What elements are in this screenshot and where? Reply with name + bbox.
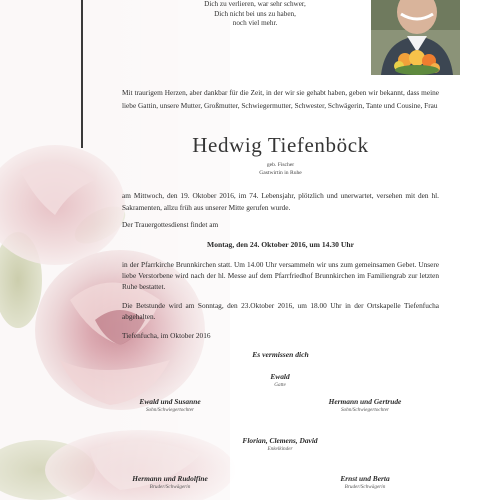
mourner-entry xyxy=(110,397,230,413)
mourner-relation: Sohn/Schwiegertochter xyxy=(145,407,195,413)
poem xyxy=(150,0,360,29)
mourner-entry xyxy=(230,372,330,388)
occupation: Gastwirtin in Ruhe xyxy=(259,170,302,176)
intro-text: Mit traurigem Herzen, aber dankbar für die Zeit, in der wir sie gehabt haben, geben wir bekannt, dass meine liebe Gattin, unsere Mutter, Großmutter, Schwiegermutter, Schwester, Schwägerin, Tante und Cousine, Frau xyxy=(122,88,439,110)
service-date: Montag, den 24. Oktober 2016, um 14.30 Uhr xyxy=(207,240,354,249)
place-date: Tiefenfucha, im Oktober 2016 xyxy=(122,331,211,340)
mourner-names: Hermann und Rudolfine xyxy=(132,474,208,483)
prayer-notice: Die Betstunde wird am Sonntag, den 23.Oktober 2016, um 18.00 Uhr in der Ortskapelle Tiefenfucha abgehalten. xyxy=(122,301,439,322)
mourner-names: Florian, Clemens, David xyxy=(242,436,318,445)
mourner-entry xyxy=(305,397,425,413)
deceased-name: Hedwig Tiefenböck xyxy=(192,133,369,157)
poem-line: noch viel mehr. xyxy=(232,19,278,27)
service-intro: Der Trauergottesdienst findet am xyxy=(122,220,219,229)
poem-line: Dich zu verlieren, war sehr schwer, xyxy=(204,0,306,8)
divider-line xyxy=(81,0,83,148)
mourner-relation: Gatte xyxy=(274,382,286,388)
poem-line: Dich nicht bei uns zu haben, xyxy=(214,9,296,18)
mourner-names: Ernst und Berta xyxy=(340,474,390,483)
mourner-relation: Sohn/Schwiegertochter xyxy=(340,407,390,413)
mourner-entry xyxy=(215,436,345,452)
mourner-relation: Bruder/Schwägerin xyxy=(344,484,386,490)
birth-details xyxy=(122,161,439,177)
mourner-relation: Bruder/Schwägerin xyxy=(149,484,191,490)
mourner-names: Ewald xyxy=(270,372,290,381)
mourner-names: Ewald und Susanne xyxy=(139,397,201,406)
service-text: in der Pfarrkirche Brunnkirchen statt. Um 14.00 Uhr versammeln wir uns zum gemeinsamen Gebet. Unsere liebe Verstorbene wird nach der hl. Messe auf dem Pfarrfriedhof Brunnkirchen im Familiengrab zur letzten Ruhe bestattet. xyxy=(122,260,439,292)
death-notice: am Mittwoch, den 19. Oktober 2016, im 74. Lebensjahr, plötzlich und unerwartet, versehen mit den hl. Sakramenten, allzu früh aus unserer Mitte gerufen wurde. xyxy=(122,191,439,212)
portrait-photo xyxy=(371,0,460,75)
mourner-names: Hermann und Gertrude xyxy=(328,397,402,406)
mourner-relation: Enkelkinder xyxy=(267,446,293,452)
mourner-entry xyxy=(110,474,230,490)
mourner-entry xyxy=(305,474,425,490)
birth-name: geb. Fischer xyxy=(266,162,295,168)
mourners-heading: Es vermissen dich xyxy=(252,350,309,359)
